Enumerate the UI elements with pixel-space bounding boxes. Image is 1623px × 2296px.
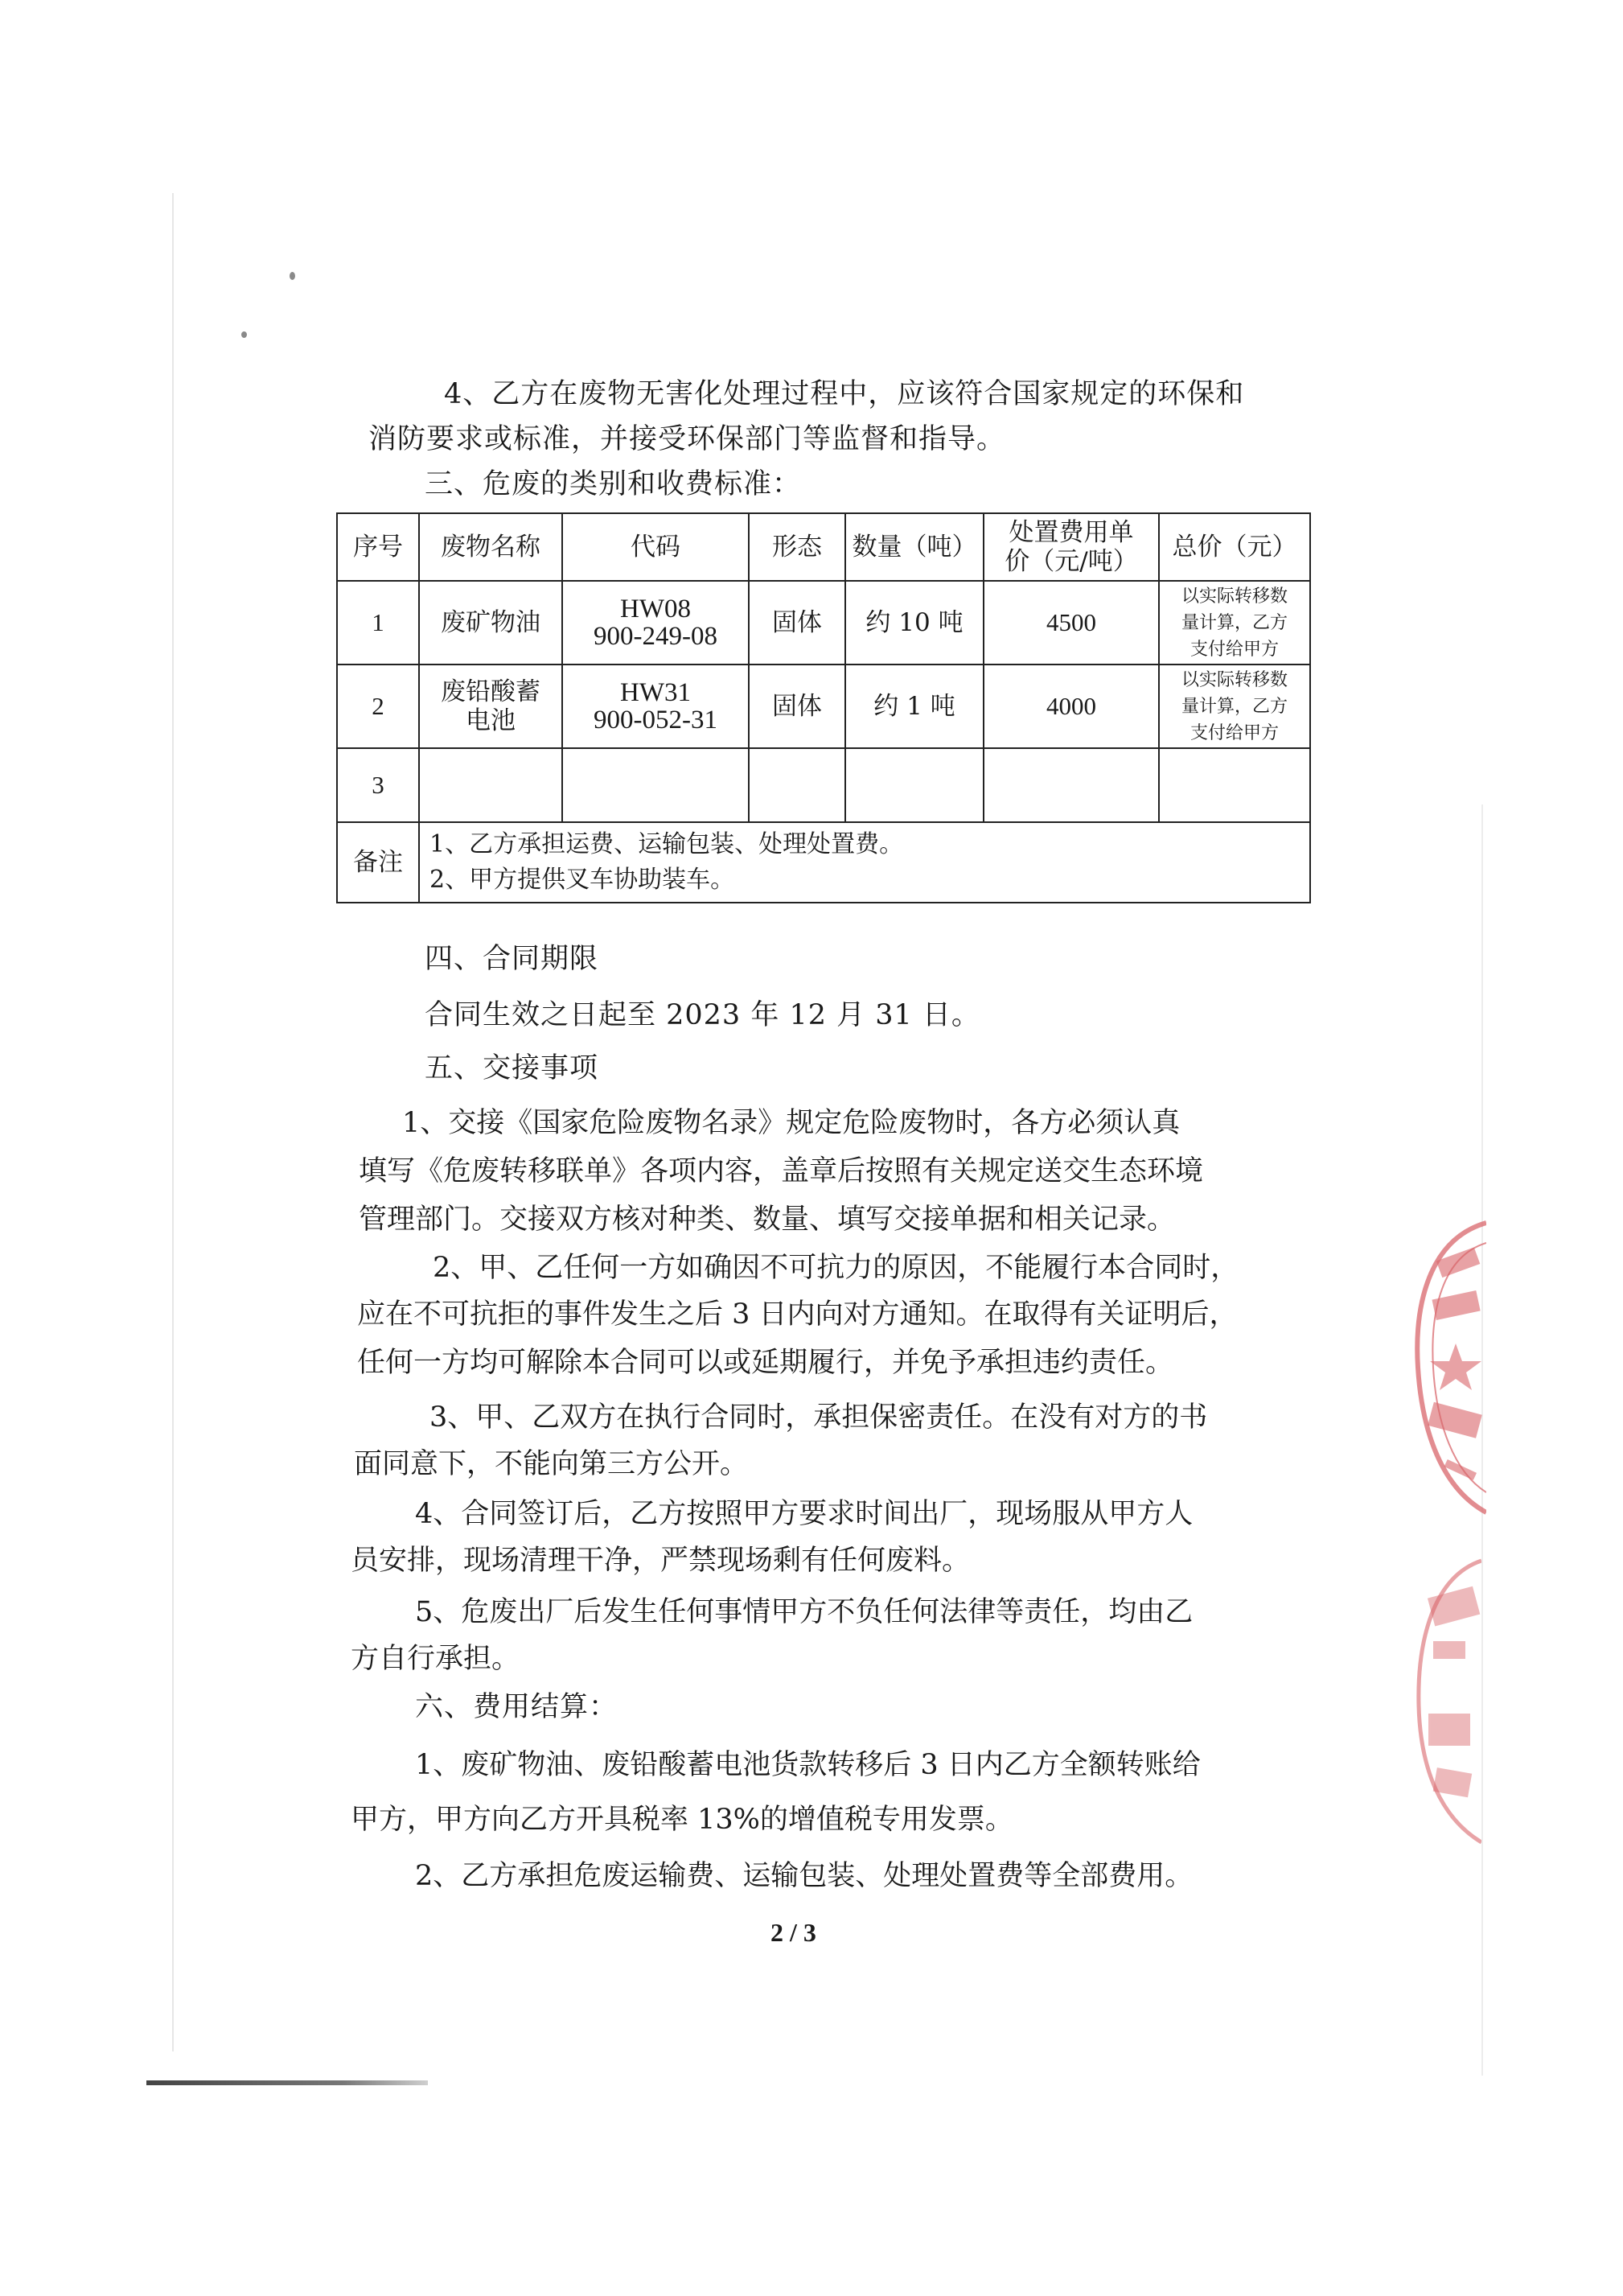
row-1-name	[419, 581, 562, 665]
clause-5-4-line-1: 4、合同签订后，乙方按照甲方要求时间出厂，现场服从甲方人	[415, 1498, 1194, 1530]
clause-5-2-line-3: 任何一方均可解除本合同可以或延期履行，并免予承担违约责任。	[357, 1347, 1174, 1379]
row-2-total	[1159, 665, 1310, 748]
row-1-total-line-2: 量计算，乙方	[1181, 612, 1288, 633]
notes-label: 备注	[337, 822, 419, 903]
row-2-name-line-1: 废铅酸蓄	[441, 677, 540, 706]
clause-5-3-line-1: 3、甲、乙双方在执行合同时，承担保密责任。在没有对方的书	[429, 1401, 1208, 1434]
row-1-total-line-3: 支付给甲方	[1190, 639, 1279, 660]
row-3-price	[984, 748, 1159, 822]
header-price-line-2: 价（元/吨）	[1005, 547, 1138, 576]
clause-5-2-line-2: 应在不可抗拒的事件发生之后 3 日内向对方通知。在取得有关证明后，	[357, 1298, 1238, 1331]
notes-content	[419, 822, 1310, 903]
header-form: 形态	[749, 513, 845, 581]
row-1-name-line-1: 废矿物油	[441, 608, 540, 637]
row-2-seq: 2	[337, 665, 419, 748]
header-price-line-1: 处置费用单	[1009, 518, 1134, 547]
seal-stamp-lower-icon	[1401, 1553, 1481, 1858]
row-3-qty	[845, 748, 984, 822]
row-2-name-line-2: 电池	[466, 706, 516, 735]
table-row	[337, 581, 1310, 665]
clause-5-1-line-2: 填写《危废转移联单》各项内容，盖章后按照有关规定送交生态环境	[359, 1155, 1204, 1187]
contract-term: 合同生效之日起至 2023 年 12 月 31 日。	[425, 999, 980, 1031]
row-3-total	[1159, 748, 1310, 822]
notes-line-1: 1、乙方承担运费、运输包装、处理处置费。	[429, 830, 904, 858]
notes-line-2: 2、甲方提供叉车协助装车。	[429, 866, 735, 894]
row-3-code	[562, 748, 749, 822]
row-2-code-line-2: 900-052-31	[594, 706, 717, 734]
clause-6-2: 2、乙方承担危废运输费、运输包装、处理处置费等全部费用。	[415, 1860, 1194, 1892]
header-seq: 序号	[337, 513, 419, 581]
hazardous-waste-fee-table	[336, 512, 1311, 903]
header-name: 废物名称	[419, 513, 562, 581]
row-2-code-line-1: HW31	[620, 678, 691, 707]
table-row	[337, 748, 1310, 822]
row-3-form	[749, 748, 845, 822]
row-2-name	[419, 665, 562, 748]
section-5-heading: 五、交接事项	[425, 1052, 599, 1084]
clause-4-line-1: 4、乙方在废物无害化处理过程中，应该符合国家规定的环保和	[444, 378, 1245, 410]
row-2-price: 4000	[984, 665, 1159, 748]
row-1-code	[562, 581, 749, 665]
row-1-price: 4500	[984, 581, 1159, 665]
seal-stamp-upper-icon	[1406, 1207, 1486, 1529]
header-code: 代码	[562, 513, 749, 581]
section-6-heading: 六、费用结算：	[415, 1691, 618, 1723]
clause-4-line-2: 消防要求或标准，并接受环保部门等监督和指导。	[368, 423, 1006, 455]
header-qty: 数量（吨）	[845, 513, 984, 581]
table-notes-row	[337, 822, 1310, 903]
row-2-qty: 约 1 吨	[845, 665, 984, 748]
row-2-total-line-2: 量计算，乙方	[1181, 696, 1288, 717]
table-header-row	[337, 513, 1310, 581]
row-1-code-line-1: HW08	[620, 595, 691, 623]
row-2-total-line-3: 支付给甲方	[1190, 722, 1279, 743]
scan-speck	[290, 272, 295, 280]
section-4-heading: 四、合同期限	[425, 943, 599, 975]
clause-5-5-line-1: 5、危废出厂后发生任何事情甲方不负任何法律等责任，均由乙	[415, 1596, 1194, 1628]
row-1-seq: 1	[337, 581, 419, 665]
table-row	[337, 665, 1310, 748]
row-1-code-line-2: 900-249-08	[594, 622, 717, 651]
page-number: 2 / 3	[770, 1918, 816, 1947]
clause-5-1-line-3: 管理部门。交接双方核对种类、数量、填写交接单据和相关记录。	[359, 1204, 1176, 1236]
row-2-total-line-1: 以实际转移数	[1181, 669, 1288, 690]
row-1-qty: 约 10 吨	[845, 581, 984, 665]
row-3-seq: 3	[337, 748, 419, 822]
clause-5-4-line-2: 员安排，现场清理干净，严禁现场剩有任何废料。	[351, 1545, 971, 1577]
row-2-form: 固体	[749, 665, 845, 748]
row-3-name	[419, 748, 562, 822]
header-price	[984, 513, 1159, 581]
row-1-form: 固体	[749, 581, 845, 665]
scan-bottom-line	[146, 2080, 428, 2085]
clause-5-2-line-1: 2、甲、乙任何一方如确因不可抗力的原因，不能履行本合同时，	[433, 1252, 1239, 1284]
header-total: 总价（元）	[1159, 513, 1310, 581]
scan-speck	[241, 331, 247, 338]
section-3-heading: 三、危废的类别和收费标准：	[425, 468, 802, 500]
row-1-total	[1159, 581, 1310, 665]
row-2-code	[562, 665, 749, 748]
scan-edge-left	[172, 193, 174, 2051]
clause-5-5-line-2: 方自行承担。	[351, 1643, 520, 1675]
clause-6-1-line-1: 1、废矿物油、废铅酸蓄电池货款转移后 3 日内乙方全额转账给	[415, 1749, 1201, 1781]
clause-5-1-line-1: 1、交接《国家危险废物名录》规定危险废物时，各方必须认真	[402, 1107, 1181, 1139]
clause-6-1-line-2: 甲方，甲方向乙方开具税率 13%的增值税专用发票。	[351, 1804, 1013, 1836]
row-1-total-line-1: 以实际转移数	[1181, 586, 1288, 607]
clause-5-3-line-2: 面同意下，不能向第三方公开。	[354, 1448, 749, 1480]
